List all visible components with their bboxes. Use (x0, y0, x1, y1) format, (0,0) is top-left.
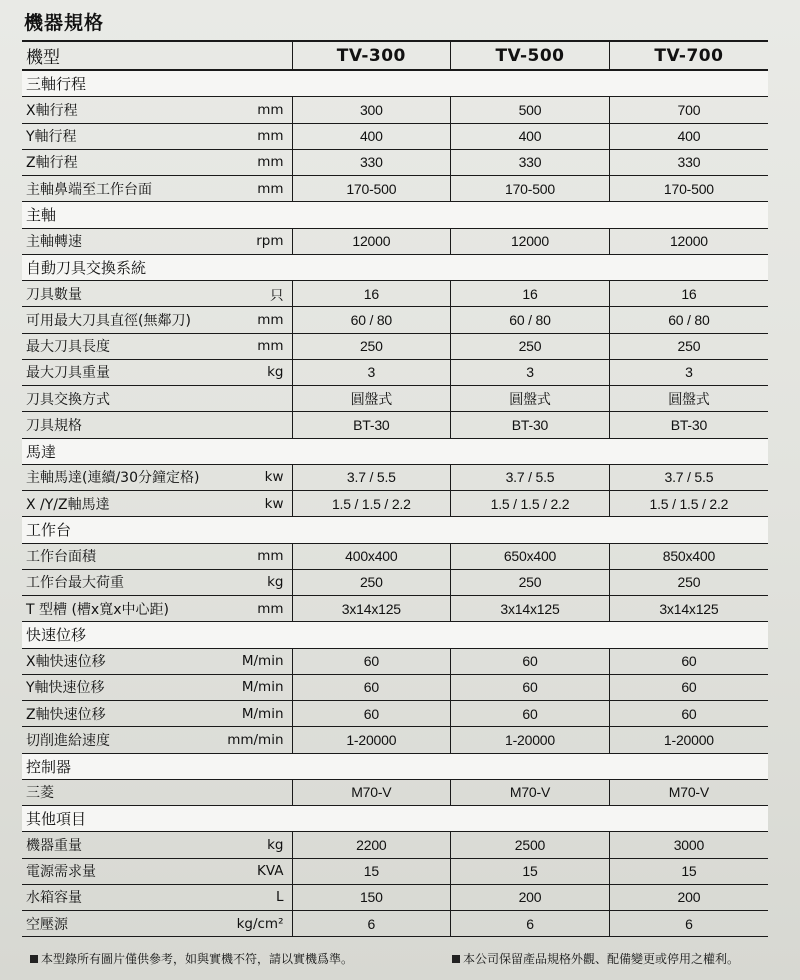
section-header (22, 202, 768, 228)
spec-unit: mm (222, 333, 292, 359)
spec-row (22, 491, 768, 517)
section-title: 主軸 (22, 202, 768, 228)
spec-unit: kg/cm² (222, 911, 292, 937)
spec-row (22, 307, 768, 333)
spec-value: 250 (292, 569, 451, 595)
spec-value: 60 / 80 (292, 307, 451, 333)
spec-unit: M/min (222, 701, 292, 727)
spec-value: 170-500 (451, 176, 610, 202)
spec-label: 刀具規格 (22, 412, 222, 438)
spec-label: 主軸鼻端至工作台面 (22, 176, 222, 202)
spec-value: 250 (451, 569, 610, 595)
spec-row (22, 832, 768, 858)
spec-value: 3 (451, 359, 610, 385)
spec-label: X軸快速位移 (22, 648, 222, 674)
spec-label: Z軸快速位移 (22, 701, 222, 727)
spec-value: 330 (451, 149, 610, 175)
spec-row (22, 569, 768, 595)
spec-value: 60 (609, 648, 768, 674)
spec-unit (222, 412, 292, 438)
spec-value: 16 (292, 281, 451, 307)
spec-value: 200 (609, 884, 768, 910)
spec-value: 2200 (292, 832, 451, 858)
spec-value: BT-30 (609, 412, 768, 438)
spec-row (22, 779, 768, 805)
spec-row (22, 149, 768, 175)
spec-label: 可用最大刀具直徑(無鄰刀) (22, 307, 222, 333)
spec-row (22, 727, 768, 753)
spec-unit: KVA (222, 858, 292, 884)
spec-value: 3x14x125 (609, 596, 768, 622)
spec-value: 3x14x125 (451, 596, 610, 622)
spec-value: 60 / 80 (609, 307, 768, 333)
model-header-label: 機型 (22, 41, 292, 70)
spec-row (22, 884, 768, 910)
spec-label: 最大刀具長度 (22, 333, 222, 359)
spec-label: 三菱 (22, 779, 222, 805)
spec-unit: mm (222, 307, 292, 333)
spec-value: 1-20000 (609, 727, 768, 753)
spec-value: 1-20000 (292, 727, 451, 753)
spec-value: 60 (292, 648, 451, 674)
spec-value: 400x400 (292, 543, 451, 569)
spec-value: 圓盤式 (451, 386, 610, 412)
spec-row (22, 97, 768, 123)
spec-value: 60 (451, 674, 610, 700)
spec-value: M70-V (609, 779, 768, 805)
section-header (22, 254, 768, 280)
section-title: 馬達 (22, 438, 768, 464)
spec-value: 850x400 (609, 543, 768, 569)
spec-value: 圓盤式 (609, 386, 768, 412)
spec-row (22, 464, 768, 490)
spec-value: 3.7 / 5.5 (609, 464, 768, 490)
spec-label: Y軸行程 (22, 123, 222, 149)
spec-value: BT-30 (292, 412, 451, 438)
spec-label: 機器重量 (22, 832, 222, 858)
spec-value: 330 (609, 149, 768, 175)
spec-value: 400 (451, 123, 610, 149)
footnote-rights (452, 950, 739, 967)
spec-value: 3 (609, 359, 768, 385)
spec-label: 刀具交換方式 (22, 386, 222, 412)
spec-value: 12000 (451, 228, 610, 254)
page-title: 機器規格 (24, 12, 105, 34)
spec-row (22, 333, 768, 359)
spec-value: 1.5 / 1.5 / 2.2 (292, 491, 451, 517)
spec-value: 6 (451, 911, 610, 937)
spec-value: 500 (451, 97, 610, 123)
spec-value: 16 (609, 281, 768, 307)
spec-unit: mm (222, 123, 292, 149)
spec-value: 400 (609, 123, 768, 149)
spec-row (22, 228, 768, 254)
spec-label: 最大刀具重量 (22, 359, 222, 385)
bullet-square-icon (30, 955, 38, 963)
spec-value: 150 (292, 884, 451, 910)
spec-value: 3 (292, 359, 451, 385)
spec-value: 330 (292, 149, 451, 175)
spec-value: 250 (609, 333, 768, 359)
section-header (22, 70, 768, 97)
spec-unit: L (222, 884, 292, 910)
spec-value: 15 (292, 858, 451, 884)
section-title: 其他項目 (22, 806, 768, 832)
spec-value: 250 (609, 569, 768, 595)
spec-value: BT-30 (451, 412, 610, 438)
section-title: 自動刀具交換系統 (22, 254, 768, 280)
spec-unit: rpm (222, 228, 292, 254)
spec-label: 主軸馬達(連續/30分鐘定格) (22, 464, 222, 490)
spec-table (22, 40, 768, 937)
bullet-square-icon (452, 955, 460, 963)
spec-value: 2500 (451, 832, 610, 858)
spec-label: X軸行程 (22, 97, 222, 123)
spec-label: Y軸快速位移 (22, 674, 222, 700)
spec-value: 圓盤式 (292, 386, 451, 412)
spec-value: 3.7 / 5.5 (451, 464, 610, 490)
spec-value: 60 (292, 674, 451, 700)
spec-label: 切削進給速度 (22, 727, 222, 753)
spec-unit: mm (222, 543, 292, 569)
spec-unit: kg (222, 832, 292, 858)
spec-label: Z軸行程 (22, 149, 222, 175)
model-name: TV-700 (609, 41, 768, 70)
spec-value: 170-500 (292, 176, 451, 202)
spec-label: 刀具數量 (22, 281, 222, 307)
spec-value: 250 (292, 333, 451, 359)
spec-row (22, 176, 768, 202)
section-title: 三軸行程 (22, 70, 768, 97)
spec-label: 空壓源 (22, 911, 222, 937)
spec-value: 3.7 / 5.5 (292, 464, 451, 490)
spec-row (22, 858, 768, 884)
spec-value: 60 (609, 701, 768, 727)
spec-unit: mm (222, 176, 292, 202)
section-header (22, 806, 768, 832)
spec-value: 60 (451, 701, 610, 727)
spec-value: 60 (609, 674, 768, 700)
spec-value: 12000 (292, 228, 451, 254)
spec-label: 工作台面積 (22, 543, 222, 569)
footnote-left-text: 本型錄所有圖片僅供參考，如與實機不符，請以實機爲準。 (41, 952, 354, 966)
section-title: 快速位移 (22, 622, 768, 648)
spec-unit: mm (222, 149, 292, 175)
spec-value: M70-V (451, 779, 610, 805)
spec-unit: kg (222, 569, 292, 595)
section-header (22, 753, 768, 779)
spec-row (22, 596, 768, 622)
spec-value: 650x400 (451, 543, 610, 569)
section-header (22, 517, 768, 543)
spec-value: 15 (609, 858, 768, 884)
spec-row (22, 701, 768, 727)
spec-row (22, 911, 768, 937)
spec-label: 水箱容量 (22, 884, 222, 910)
spec-value: 1-20000 (451, 727, 610, 753)
spec-row (22, 123, 768, 149)
spec-unit: kw (222, 491, 292, 517)
spec-value: 60 / 80 (451, 307, 610, 333)
spec-unit: mm/min (222, 727, 292, 753)
spec-value: 700 (609, 97, 768, 123)
spec-value: 16 (451, 281, 610, 307)
spec-unit: M/min (222, 674, 292, 700)
spec-label: T 型槽 (槽x寬x中心距) (22, 596, 222, 622)
spec-unit: kg (222, 359, 292, 385)
spec-value: 250 (451, 333, 610, 359)
spec-value: 1.5 / 1.5 / 2.2 (609, 491, 768, 517)
spec-unit: mm (222, 97, 292, 123)
spec-value: 15 (451, 858, 610, 884)
spec-unit: 只 (222, 281, 292, 307)
spec-value: 60 (451, 648, 610, 674)
spec-value: 170-500 (609, 176, 768, 202)
spec-value: M70-V (292, 779, 451, 805)
spec-row (22, 386, 768, 412)
spec-unit (222, 779, 292, 805)
spec-value: 400 (292, 123, 451, 149)
spec-unit: mm (222, 596, 292, 622)
model-name: TV-300 (292, 41, 451, 70)
spec-row (22, 281, 768, 307)
spec-value: 200 (451, 884, 610, 910)
spec-value: 60 (292, 701, 451, 727)
spec-row (22, 674, 768, 700)
spec-value: 6 (292, 911, 451, 937)
spec-label: 主軸轉速 (22, 228, 222, 254)
spec-unit: kw (222, 464, 292, 490)
spec-value: 3x14x125 (292, 596, 451, 622)
model-header-row (22, 41, 768, 70)
spec-label: 電源需求量 (22, 858, 222, 884)
section-header (22, 622, 768, 648)
spec-row (22, 543, 768, 569)
section-title: 控制器 (22, 753, 768, 779)
spec-value: 12000 (609, 228, 768, 254)
model-name: TV-500 (451, 41, 610, 70)
spec-value: 1.5 / 1.5 / 2.2 (451, 491, 610, 517)
spec-label: X /Y/Z軸馬達 (22, 491, 222, 517)
spec-value: 6 (609, 911, 768, 937)
section-title: 工作台 (22, 517, 768, 543)
spec-row (22, 412, 768, 438)
spec-row (22, 359, 768, 385)
spec-label: 工作台最大荷重 (22, 569, 222, 595)
footnote-right-text: 本公司保留產品規格外觀、配備變更或停用之權利。 (463, 952, 740, 966)
spec-row (22, 648, 768, 674)
section-header (22, 438, 768, 464)
footnote-disclaimer (30, 950, 353, 967)
spec-unit: M/min (222, 648, 292, 674)
spec-unit (222, 386, 292, 412)
spec-value: 3000 (609, 832, 768, 858)
spec-value: 300 (292, 97, 451, 123)
